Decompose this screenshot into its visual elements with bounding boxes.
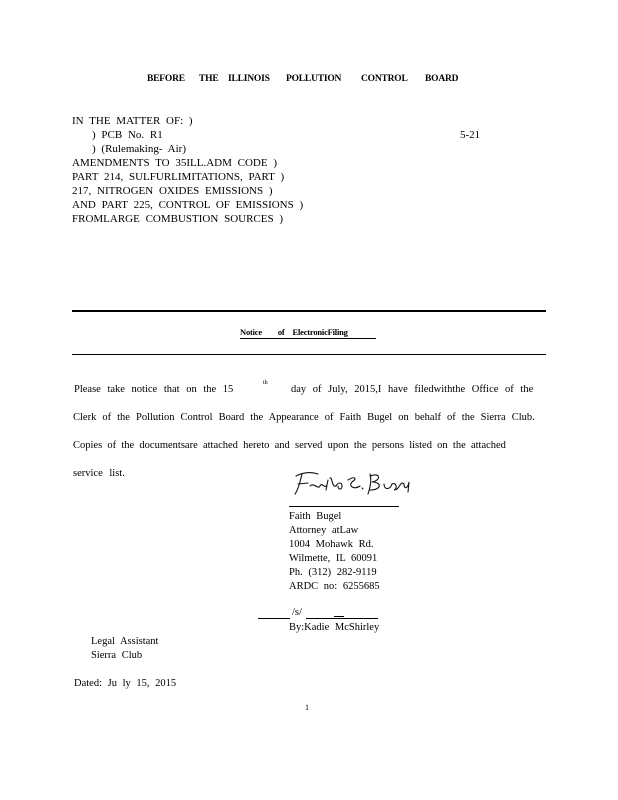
notice-title (240, 327, 348, 337)
slash-line-left (258, 618, 290, 619)
body-line-3: Copies of the documentsare attached hereto and served upon the persons listed on the attached (73, 440, 506, 451)
attorney-name: Faith Bugel (289, 511, 342, 522)
handwritten-signature (292, 468, 412, 503)
caption-line-2: ) PCB No. R1 (92, 129, 163, 141)
signature-line (289, 506, 399, 507)
caption-line-8: FROMLARGE COMBUSTION SOURCES ) (72, 213, 284, 225)
header-word-before: BEFORE (147, 74, 185, 84)
body-line-2: Clerk of the Pollution Control Board the Appearance of Faith Bugel on behalf of the Sierra Club. (73, 412, 535, 423)
notice-title-word-1: Notice (240, 327, 262, 337)
signature-graphic (292, 468, 412, 498)
caption-docket-suffix: 5-21 (460, 129, 481, 141)
notice-title-underline (240, 338, 376, 339)
body-line-1b: day of July, 2015,I have filedwiththe Office of the (291, 384, 534, 395)
slash-line-mark (334, 616, 344, 617)
header-word-the: THE (199, 74, 219, 84)
caption-line-3: ) (Rulemaking- Air) (92, 143, 186, 155)
caption-line-6: 217, NITROGEN OXIDES EMISSIONS ) (72, 185, 273, 197)
body-line-1a: Please take notice that on the 15 (74, 384, 234, 395)
notice-title-word-2: of (277, 327, 285, 337)
header-word-board: BOARD (425, 74, 459, 84)
attorney-title: Attorney atLaw (289, 525, 359, 536)
caption-line-5: PART 214, SULFURLIMITATIONS, PART ) (72, 171, 285, 183)
attorney-ardc: ARDC no: 6255685 (289, 581, 380, 592)
caption-line-4: AMENDMENTS TO 35ILL.ADM CODE ) (72, 157, 278, 169)
attorney-address-1: 1004 Mohawk Rd. (289, 539, 374, 550)
top-rule (72, 310, 546, 312)
page-number: 1 (305, 703, 309, 712)
caption-line-1: IN THE MATTER OF: ) (72, 115, 193, 127)
slash-line-right (306, 618, 378, 619)
header-word-illinois: ILLINOIS (228, 74, 270, 84)
bottom-rule (72, 354, 546, 355)
attorney-address-2: Wilmette, IL 60091 (289, 553, 378, 564)
slash-signature: /s/ (292, 607, 302, 618)
attorney-phone: Ph. (312) 282-9119 (289, 567, 377, 578)
filed-by-name: By:Kadie McShirley (289, 622, 380, 633)
assistant-organization: Sierra Club (91, 650, 143, 661)
dated-line: Dated: Ju ly 15, 2015 (74, 678, 177, 689)
body-line-4: service list. (73, 468, 125, 479)
header-word-pollution: POLLUTION (286, 74, 342, 84)
notice-title-word-3: ElectronicFiling (292, 327, 348, 337)
caption-line-7: AND PART 225, CONTROL OF EMISSIONS ) (72, 199, 304, 211)
body-superscript: th (263, 380, 268, 386)
header-word-control: CONTROL (361, 74, 408, 84)
assistant-title: Legal Assistant (91, 636, 159, 647)
